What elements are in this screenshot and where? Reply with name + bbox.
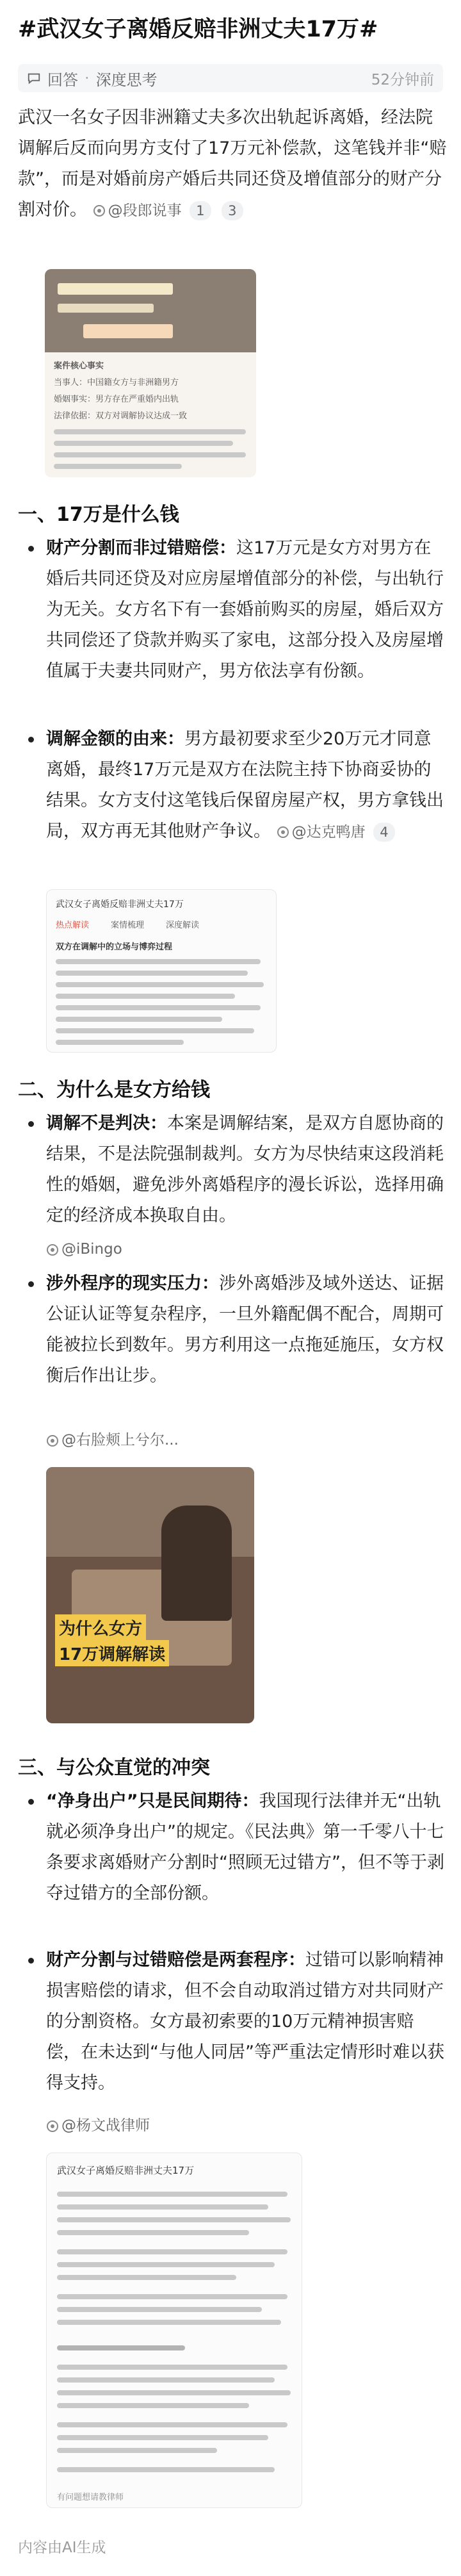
bullet-item: [18, 1268, 447, 1391]
ai-generated-note: 内容由AI生成: [18, 2539, 106, 2556]
section-heading: 一、17万是什么钱: [18, 504, 179, 526]
section-heading: 三、与公众直觉的冲突: [18, 1757, 210, 1779]
bullet-text: 男方最初要求至少20万元才同意离婚，最终17万元是双方在法院主持下协商妥协的结果。女方支付这笔钱后保留房屋产权，男方拿钱出局，双方再无其他财产争议。: [46, 729, 444, 841]
post-time: 52分钟前: [371, 71, 434, 88]
separator-dot: ·: [85, 69, 90, 87]
bullet-source[interactable]: [46, 1236, 122, 1262]
bullet-source-name: @杨文战律师: [61, 2117, 150, 2134]
answer-label: 回答: [47, 70, 78, 89]
bullet-text: 我国现行法律并无“出轨就必须净身出户”的规定。《民法典》第一千零八十七条要求离婚财产分割时“照顾无过错方”，但不等于剥夺过错方的全部份额。: [46, 1791, 444, 1903]
bullet-bold: 调解金额的由来：: [46, 729, 184, 749]
article-image-3[interactable]: [46, 1467, 254, 1723]
bullet-text: 本案是调解结案，是双方自愿协商的结果，不是法院强制裁判。女方为尽快结束这段消耗性的婚姻，避免涉外离婚程序的漫长诉讼，选择用确定的经济成本换取自由。: [46, 1113, 444, 1226]
image-heading: 双方在调解中的立场与博弈过程: [56, 942, 173, 952]
bullet-bold: 调解不是判决：: [46, 1113, 167, 1133]
article-image-2[interactable]: [46, 889, 277, 1053]
bullet-bold: “净身出户”只是民间期待：: [46, 1791, 259, 1811]
source-icon: [93, 204, 106, 217]
mode-label: 深度思考: [95, 70, 158, 89]
source-icon: [46, 2120, 59, 2133]
image-footer-text: 有问题想请教律师: [57, 2493, 124, 2502]
bullet-item: [18, 1945, 447, 2099]
image-caption-line: 当事人：中国籍女方与非洲籍男方: [54, 378, 179, 388]
bullet-item: [18, 724, 447, 848]
intro-text: 武汉一名女子因非洲籍丈夫多次出轨起诉离婚，经法院调解后反而向男方支付了17万元补偿款，这笔钱并非“赔款”，而是对婚前房产婚后共同还贷及增值部分的财产分割对价。: [18, 108, 447, 220]
image-overlay-text: 17万调解解读: [55, 1640, 169, 1666]
image-caption-line: 案件核心事实: [54, 361, 104, 371]
answer-meta-bar[interactable]: [18, 64, 443, 92]
bullet-source-name: @右脸颊上兮尔...: [61, 1432, 179, 1448]
image-caption-line: 婚姻事实：男方存在严重婚内出轨: [54, 395, 179, 404]
article-image-1[interactable]: [45, 269, 256, 477]
image-tab: 案情梳理: [111, 921, 145, 930]
citation-badge[interactable]: 3: [222, 201, 243, 220]
bullet-bold: 财产分割与过错赔偿是两套程序：: [46, 1950, 305, 1970]
bullet-text: 过错可以影响精神损害赔偿的请求，但不会自动取消过错方对共同财产的分割资格。女方最初索要的10万元精神损害赔偿，在未达到“与他人同居”等严重法定情形时难以获得支持。: [46, 1950, 444, 2093]
bullet-text: 这17万元是女方对男方在婚后共同还贷及对应房屋增值部分的补偿，与出轨行为无关。女方名下有一套婚前购买的房屋，婚后双方共同偿还了贷款并购买了家电，这部分投入及房屋增值属于夫妻共同财产，男方依法享有份额。: [46, 538, 444, 681]
image-figure: [161, 1505, 232, 1621]
source-icon: [277, 826, 289, 839]
source-icon: [46, 1243, 59, 1256]
article-image-4[interactable]: [46, 2153, 302, 2508]
bullet-source-name: @达克鸭唐: [291, 823, 366, 841]
image-header-text: 武汉女子离婚反赔非洲丈夫17万: [56, 899, 184, 910]
source-icon: [46, 1434, 59, 1447]
bullet-source-name: @iBingo: [61, 1241, 122, 1258]
bullet-source[interactable]: [46, 1427, 179, 1453]
image-tab: 热点解读: [56, 921, 90, 930]
bullet-bold: 财产分割而非过错赔偿：: [46, 538, 236, 558]
bullet-text: 涉外离婚涉及域外送达、证据公证认证等复杂程序，一旦外籍配偶不配合，周期可能被拉长到数年。男方利用这一点拖延施压，女方权衡后作出让步。: [46, 1274, 444, 1386]
image-caption-line: 法律依据：双方对调解协议达成一致: [54, 411, 188, 421]
image-overlay-text: 为什么女方: [55, 1614, 146, 1641]
section-heading: 二、为什么是女方给钱: [18, 1079, 210, 1101]
bullet-item: [18, 1108, 447, 1231]
bullet-item: [18, 533, 447, 687]
post-title: #武汉女子离婚反赔非洲丈夫17万#: [18, 17, 378, 42]
image-banner: [45, 269, 256, 352]
bullet-source[interactable]: [277, 817, 366, 848]
image-tab: 深度解读: [166, 921, 200, 930]
intro-source[interactable]: [93, 195, 182, 226]
citation-badge[interactable]: 4: [373, 823, 394, 842]
citation-badge[interactable]: 1: [190, 201, 211, 220]
bullet-bold: 涉外程序的现实压力：: [46, 1274, 219, 1293]
chat-icon: [27, 71, 41, 85]
intro-source-name: @段郎说事: [108, 202, 182, 219]
intro-paragraph: [18, 103, 447, 226]
bullet-source[interactable]: [46, 2113, 150, 2138]
bullet-item: [18, 1786, 447, 1909]
image-header-text: 武汉女子离婚反赔非洲丈夫17万: [57, 2165, 195, 2176]
